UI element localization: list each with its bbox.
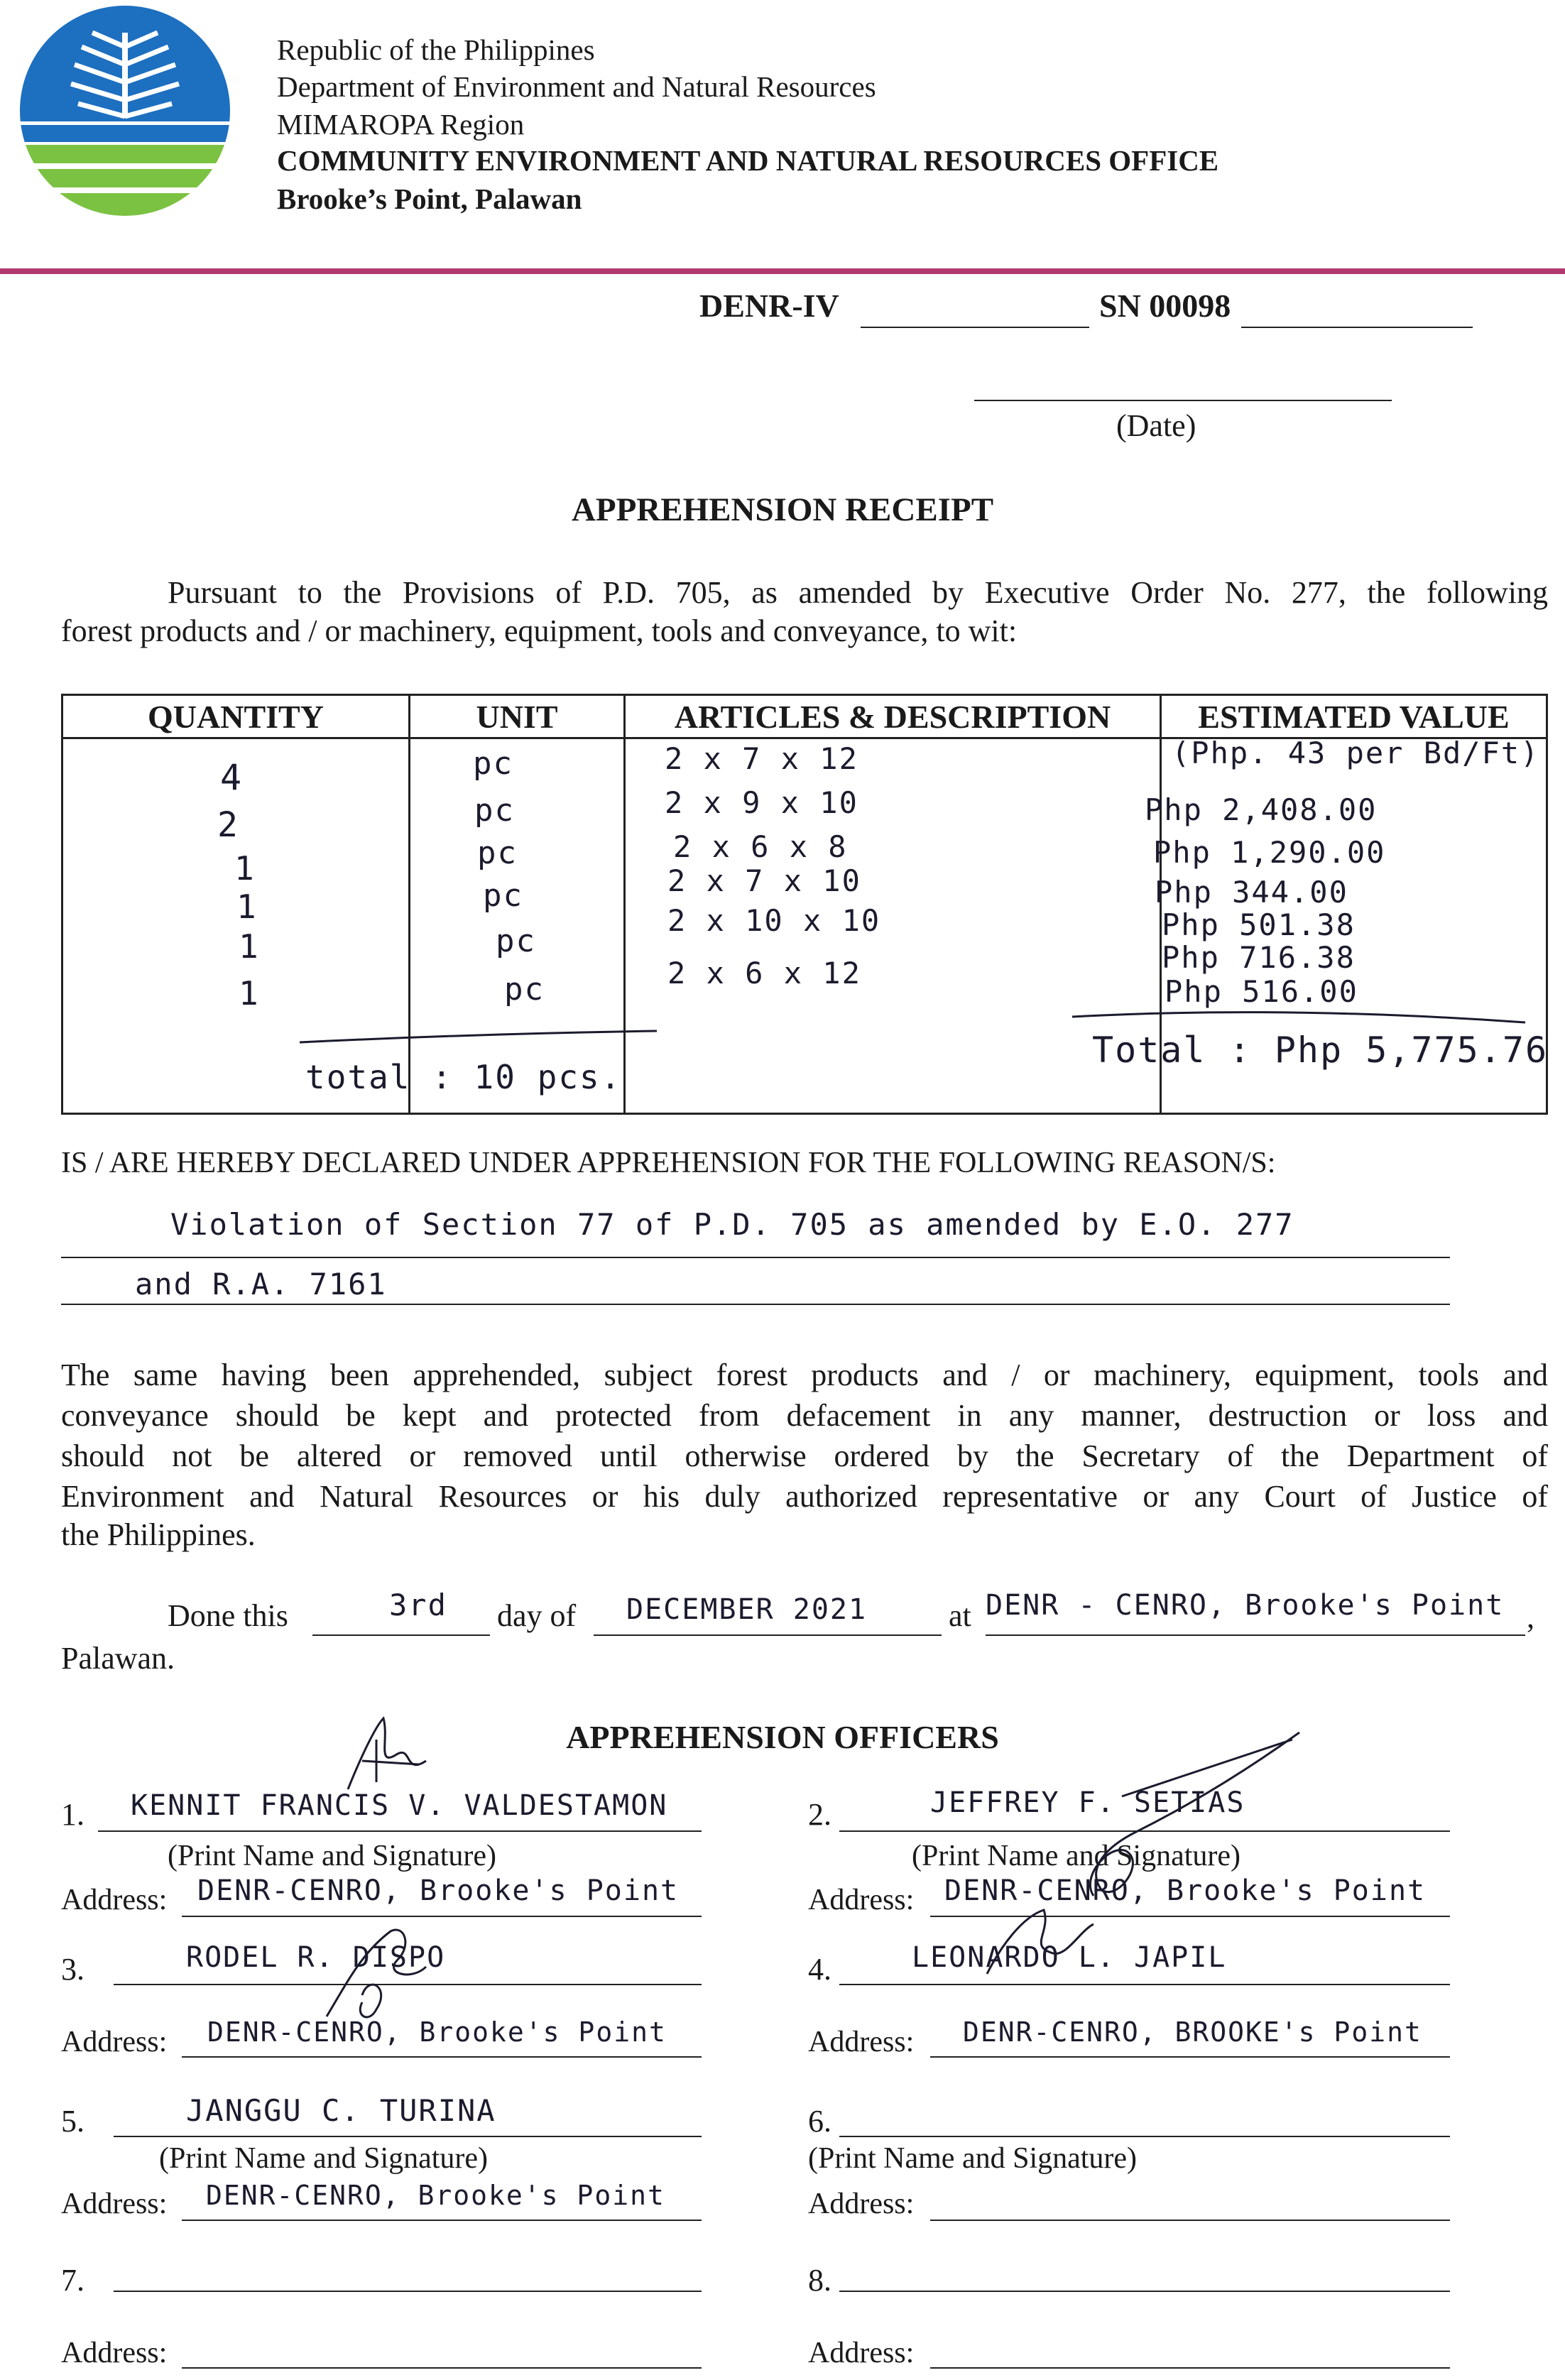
- body-line-3: should not be altered or removed until otherwise ordered by the Secretary of the Department of: [61, 1439, 1548, 1473]
- officer-2-name: JEFFREY F. SETIAS: [930, 1786, 1245, 1819]
- done-month-line: [594, 1634, 942, 1636]
- intro-line-2: forest products and / or machinery, equipment, tools and conveyance, to wit:: [61, 613, 1018, 648]
- header-estimated-value: ESTIMATED VALUE: [1161, 695, 1547, 738]
- officer-7-line: [114, 2291, 702, 2292]
- officer-6-address-label: Address:: [808, 2188, 915, 2220]
- officer-3-name: RODEL R. DISPO: [186, 1941, 446, 1974]
- officer-2-address-label: Address:: [808, 1884, 915, 1916]
- serial-number: SN 00098: [1099, 288, 1231, 324]
- qty-row-6: 1: [239, 974, 260, 1012]
- serial-blank: [1241, 327, 1473, 328]
- header-office: COMMUNITY ENVIRONMENT AND NATURAL RESOURCES OFFICE: [277, 144, 1219, 177]
- total-underline-right: [1071, 1004, 1532, 1032]
- body-line-5: the Philippines.: [61, 1517, 256, 1552]
- done-suffix: Palawan.: [61, 1641, 175, 1676]
- officer-2-caption: (Print Name and Signature): [912, 1840, 1241, 1872]
- officer-5-address-label: Address:: [61, 2188, 168, 2220]
- officer-4-address-label: Address:: [808, 2026, 915, 2058]
- unit-row-1: pc: [473, 746, 513, 782]
- officers-title: APPREHENSION OFFICERS: [566, 1719, 999, 1755]
- unit-row-5: pc: [496, 923, 536, 959]
- signature-officer-4: [973, 1903, 1115, 1988]
- value-row-2: Php 1,290.00: [1153, 835, 1386, 870]
- desc-row-1: 2 x 7 x 12: [665, 741, 858, 776]
- desc-row-5: 2 x 10 x 10: [667, 903, 881, 938]
- done-place: DENR - CENRO, Brooke's Point: [986, 1589, 1505, 1622]
- officer-4-line: [839, 1984, 1450, 1985]
- value-row-1: Php 2,408.00: [1145, 792, 1378, 827]
- officer-6-address-line: [930, 2220, 1450, 2221]
- officer-1-number: 1.: [61, 1797, 84, 1832]
- officer-3-address-line: [182, 2056, 702, 2058]
- officer-5-caption: (Print Name and Signature): [159, 2142, 489, 2175]
- officer-4-name: LEONARDO L. JAPIL: [912, 1941, 1227, 1974]
- done-prefix: Done this: [168, 1598, 288, 1633]
- value-row-5: Php 716.38: [1162, 940, 1356, 975]
- date-line: [974, 400, 1392, 401]
- officer-3-number: 3.: [61, 1952, 84, 1987]
- document-title: APPREHENSION RECEIPT: [571, 491, 994, 528]
- body-line-2: conveyance should be kept and protected from defacement in any manner, destruction or loss and: [61, 1398, 1548, 1433]
- officer-1-address-label: Address:: [61, 1884, 168, 1916]
- reason-label: IS / ARE HEREBY DECLARED UNDER APPREHENSION FOR THE FOLLOWING REASON/S:: [61, 1147, 1276, 1179]
- officer-7-number: 7.: [61, 2263, 84, 2298]
- reason-underline-2: [61, 1304, 1450, 1305]
- done-at: at: [949, 1598, 971, 1633]
- qty-row-1: 4: [220, 757, 244, 798]
- officer-6-line: [839, 2136, 1450, 2137]
- header-divider: [0, 268, 1565, 274]
- desc-row-3: 2 x 6 x 8: [673, 829, 848, 864]
- header-quantity: QUANTITY: [62, 695, 410, 738]
- region-blank: [861, 327, 1089, 328]
- value-row-6: Php 516.00: [1165, 974, 1358, 1009]
- done-comma: ,: [1527, 1600, 1534, 1634]
- officer-7-address-line: [182, 2367, 702, 2369]
- signature-officer-2: [980, 1725, 1307, 1910]
- intro-line-1: Pursuant to the Provisions of P.D. 705, as amended by Executive Order No. 277, the following: [168, 575, 1548, 610]
- total-underline-left: [298, 1027, 660, 1048]
- unit-row-4: pc: [483, 878, 523, 914]
- body-line-1: The same having been apprehended, subject forest products and / or machinery, equipment, tools and: [61, 1358, 1548, 1392]
- unit-row-2: pc: [474, 792, 515, 829]
- done-month: DECEMBER 2021: [626, 1593, 868, 1626]
- unit-row-6: pc: [504, 971, 545, 1008]
- header-republic: Republic of the Philippines: [277, 33, 595, 66]
- reason-line-1: Violation of Section 77 of P.D. 705 as amended by E.O. 277: [170, 1207, 1294, 1242]
- officer-3-address-label: Address:: [61, 2026, 168, 2058]
- desc-row-6: 2 x 6 x 12: [667, 956, 861, 990]
- done-day: 3rd: [389, 1588, 447, 1622]
- value-row-4: Php 501.38: [1162, 907, 1356, 942]
- officer-6-number: 6.: [808, 2104, 831, 2139]
- date-caption: (Date): [1116, 408, 1196, 443]
- qty-row-4: 1: [236, 888, 258, 926]
- total-value: Total : Php 5,775.76: [1092, 1030, 1549, 1071]
- qty-row-2: 2: [217, 805, 239, 845]
- reason-line-2: and R.A. 7161: [135, 1267, 387, 1301]
- officer-1-line: [98, 1830, 702, 1832]
- header-department: Department of Environment and Natural Resources: [277, 70, 876, 103]
- signature-officer-3: [305, 1910, 447, 2038]
- qty-row-3: 1: [234, 849, 256, 888]
- officer-2-number: 2.: [808, 1797, 831, 1832]
- officer-5-name: JANGGU C. TURINA: [186, 2093, 496, 2128]
- officer-2-address: DENR-CENRO, Brooke's Point: [944, 1874, 1427, 1907]
- officer-5-line: [114, 2136, 702, 2137]
- signature-officer-1: [334, 1711, 433, 1803]
- officer-6-caption: (Print Name and Signature): [808, 2142, 1138, 2175]
- officer-3-address: DENR-CENRO, Brooke's Point: [207, 2016, 667, 2048]
- value-row-3: Php 344.00: [1155, 875, 1348, 910]
- desc-row-4: 2 x 7 x 10: [667, 863, 861, 898]
- value-rate-note: (Php. 43 per Bd/Ft): [1172, 736, 1540, 770]
- header-articles: ARTICLES & DESCRIPTION: [625, 695, 1161, 738]
- done-place-line: [986, 1634, 1525, 1636]
- officer-1-name: KENNIT FRANCIS V. VALDESTAMON: [131, 1789, 668, 1822]
- officer-4-number: 4.: [808, 1952, 831, 1987]
- officer-8-address-label: Address:: [808, 2337, 915, 2369]
- officer-1-caption: (Print Name and Signature): [168, 1840, 497, 1872]
- officer-8-number: 8.: [808, 2263, 831, 2298]
- total-quantity: total : 10 pcs.: [305, 1058, 622, 1096]
- officer-7-address-label: Address:: [61, 2337, 168, 2369]
- region-label: DENR-IV: [699, 288, 839, 324]
- officer-4-address: DENR-CENRO, BROOKE's Point: [963, 2016, 1422, 2048]
- officer-5-address-line: [182, 2220, 702, 2221]
- reason-underline-1: [61, 1257, 1450, 1258]
- unit-row-3: pc: [477, 835, 518, 871]
- header-region: MIMAROPA Region: [277, 108, 525, 141]
- done-day-line: [312, 1634, 490, 1636]
- body-line-4: Environment and Natural Resources or his duly authorized representative or any Court of Justice of: [61, 1479, 1548, 1514]
- officer-8-line: [839, 2291, 1450, 2292]
- qty-row-5: 1: [239, 927, 260, 966]
- done-mid: day of: [497, 1598, 577, 1633]
- denr-logo: [14, 4, 236, 217]
- header-location: Brooke’s Point, Palawan: [277, 182, 582, 215]
- desc-row-2: 2 x 9 x 10: [665, 785, 858, 820]
- officer-1-address: DENR-CENRO, Brooke's Point: [197, 1874, 680, 1907]
- officer-4-address-line: [930, 2056, 1450, 2058]
- officer-8-address-line: [930, 2367, 1450, 2369]
- header-unit: UNIT: [410, 695, 625, 738]
- officer-5-number: 5.: [61, 2104, 84, 2139]
- officer-5-address: DENR-CENRO, Brooke's Point: [206, 2180, 665, 2211]
